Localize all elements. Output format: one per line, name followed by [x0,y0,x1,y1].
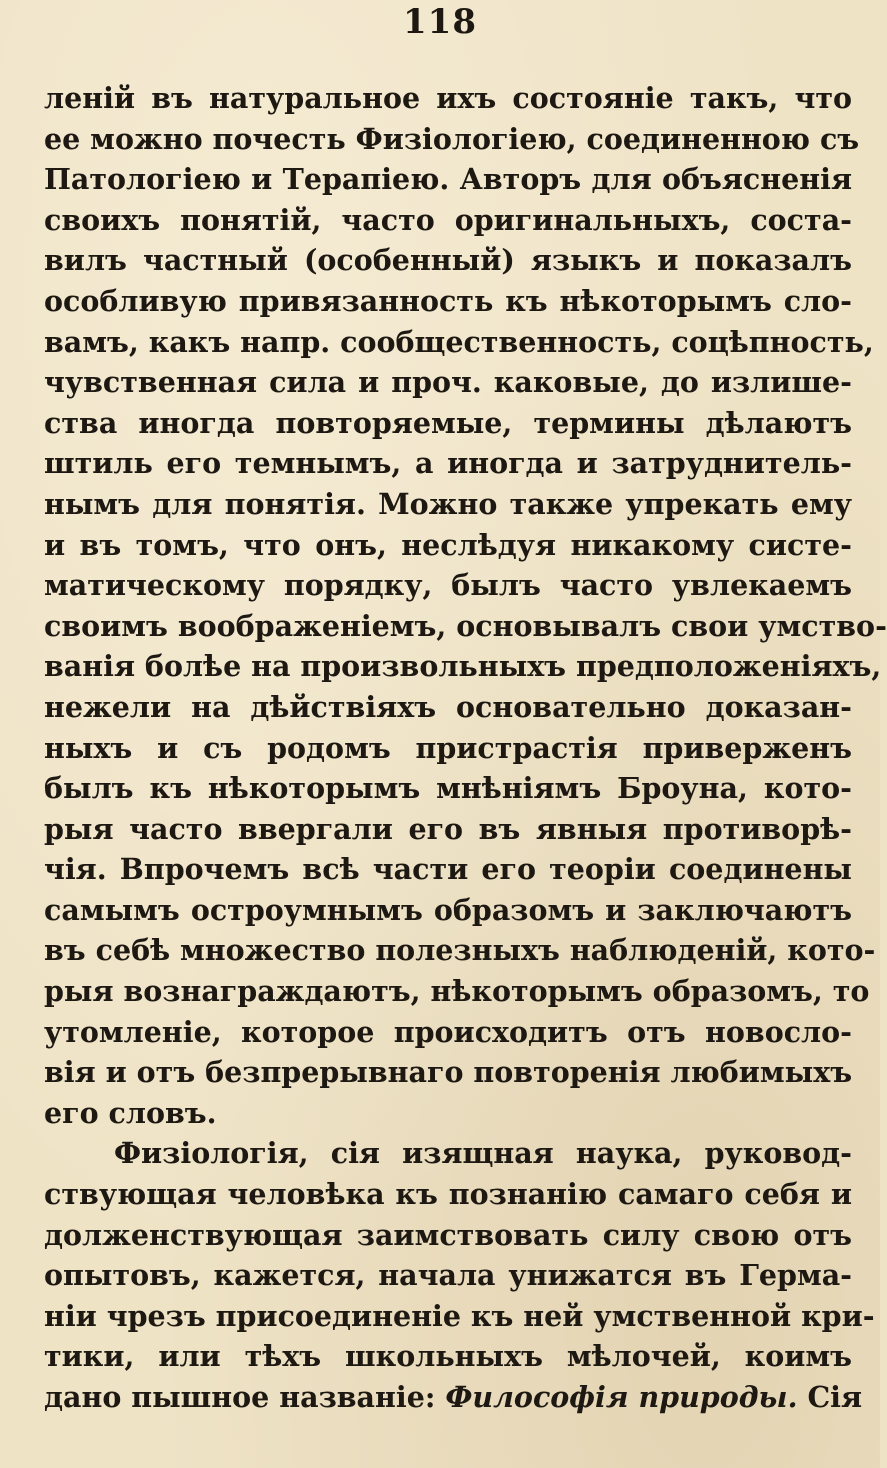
text-line: тики, или тѣхъ школьныхъ мѣлочей, коимъ [44,1339,852,1374]
text-segment: дано пышное названіе: [44,1380,436,1414]
text-line: матическому порядку, былъ часто увлекаемъ [44,568,852,603]
text-line: въ себѣ множество полезныхъ наблюденій, кото- [44,933,876,968]
italic-term: Философія природы. [445,1380,798,1414]
body-text [44,78,887,1418]
text-line: чувственная сила и проч. каковые, до излише- [44,365,852,400]
text-line: ства иногда повторяемые, термины дѣлаютъ [44,405,852,440]
text-line: нежели на дѣйствіяхъ основательно доказан- [44,689,852,724]
text-line: ныхъ и съ родомъ пристрастія приверженъ [44,730,852,765]
page-number: 118 [403,2,477,42]
text-line: долженствующая заимствовать силу свою отъ [44,1217,852,1252]
text-line: утомленіе, которое происходитъ отъ новосло- [44,1014,852,1049]
text-line: леній въ натуральное ихъ состояніе такъ, что [44,81,852,115]
text-line: ніи чрезъ присоединеніе къ ней умственной кри- [44,1298,875,1333]
text-line: своимъ воображеніемъ, основывалъ свои умство- [44,608,887,643]
text-line: нымъ для понятія. Можно также упрекать ему [44,486,852,521]
text-line-final [44,1377,863,1418]
text-line: Патологіею и Терапіею. Авторъ для объясненія [44,162,852,197]
text-line: и въ томъ, что онъ, неслѣдуя никакому систе- [44,527,852,562]
text-line: ствующая человѣка къ познанію самаго себя и [44,1177,852,1212]
text-line: самымъ остроумнымъ образомъ и заключаютъ [44,892,852,927]
text-line: своихъ понятій, часто оригинальныхъ, соста- [44,202,852,237]
text-line: его словъ. [44,1095,217,1130]
text-line: рыя вознаграждаютъ, нѣкоторымъ образомъ, то [44,974,870,1009]
text-line: былъ къ нѣкоторымъ мнѣніямъ Броуна, кото- [44,771,852,806]
text-line: ее можно почесть Физіологіею, соединенною съ [44,121,860,156]
paragraph-2 [44,1133,875,1417]
text-line: вамъ, какъ напр. сообщественность, соцѣпность, [44,324,874,359]
text-line: вилъ частный (особенный) языкъ и показалъ [44,243,852,278]
text-segment: Сія [807,1380,863,1414]
text-line: ванія болѣе на произвольныхъ предположеніяхъ, [44,649,882,684]
text-line: рыя часто ввергали его въ явныя противорѣ- [44,811,852,846]
paragraph-1 [44,78,887,1133]
text-line: вія и отъ безпрерывнаго повторенія любимыхъ [44,1055,853,1090]
text-line: штиль его темнымъ, а иногда и затруднитель- [44,446,852,481]
text-line: особливую привязанность къ нѣкоторымъ сло- [44,283,852,318]
text-line: опытовъ, кажется, начала унижатся въ Герма- [44,1258,852,1293]
text-line: чія. Впрочемъ всѣ части его теоріи соединены [44,852,852,887]
text-line: Физіологія, сія изящная наука, руковод- [114,1136,852,1171]
